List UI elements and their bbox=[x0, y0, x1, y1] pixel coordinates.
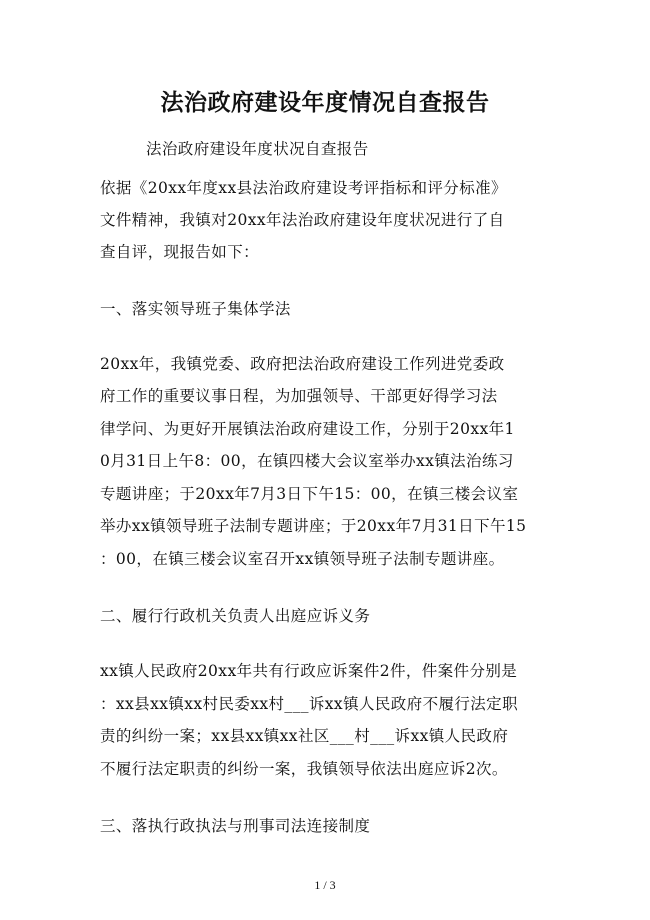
section-heading-3: 三、落执行政执法与刑事司法连接制度 bbox=[100, 817, 371, 835]
paragraph-line: 查自评，现报告如下： bbox=[100, 243, 260, 261]
paragraph-line: ：00，在镇三楼会议室召开xx镇领导班子法制专题讲座。 bbox=[100, 550, 505, 568]
paragraph-line: 不履行法定职责的纠纷一案，我镇领导依法出庭应诉2次。 bbox=[100, 760, 508, 778]
subtitle-line: 法治政府建设年度状况自查报告 bbox=[146, 140, 369, 158]
paragraph-line: 文件精神，我镇对20xx年法治政府建设年度状况进行了自 bbox=[100, 211, 505, 229]
paragraph-line: 专题讲座；于20xx年7月3日下午15：00，在镇三楼会议室 bbox=[100, 485, 519, 503]
paragraph-line: 律学问、为更好开展镇法治政府建设工作，分别于20xx年1 bbox=[100, 420, 515, 438]
page-number: 1 / 3 bbox=[314, 878, 336, 892]
paragraph-line: ：xx县xx镇xx村民委xx村___诉xx镇人民政府不履行法定职 bbox=[100, 695, 518, 713]
paragraph-line: 举办xx镇领导班子法制专题讲座；于20xx年7月31日下午15 bbox=[100, 517, 527, 535]
paragraph-line: 责的纠纷一案；xx县xx镇xx社区___村___诉xx镇人民政府 bbox=[100, 727, 509, 745]
paragraph-line: 依据《20xx年度xx县法治政府建设考评指标和评分标准》 bbox=[100, 179, 507, 197]
paragraph-line: 20xx年，我镇党委、政府把法治政府建设工作列进党委政 bbox=[100, 355, 505, 373]
section-heading-2: 二、履行行政机关负责人出庭应诉义务 bbox=[100, 607, 371, 625]
document-title: 法治政府建设年度情况自查报告 bbox=[160, 90, 490, 116]
paragraph-line: 府工作的重要议事日程，为加强领导、干部更好得学习法 bbox=[100, 387, 498, 405]
paragraph-line: xx镇人民政府20xx年共有行政应诉案件2件，件案件分别是 bbox=[100, 662, 518, 680]
section-heading-1: 一、落实领导班子集体学法 bbox=[100, 300, 291, 318]
paragraph-line: 0月31日上午8：00，在镇四楼大会议室举办xx镇法治练习 bbox=[100, 452, 514, 470]
